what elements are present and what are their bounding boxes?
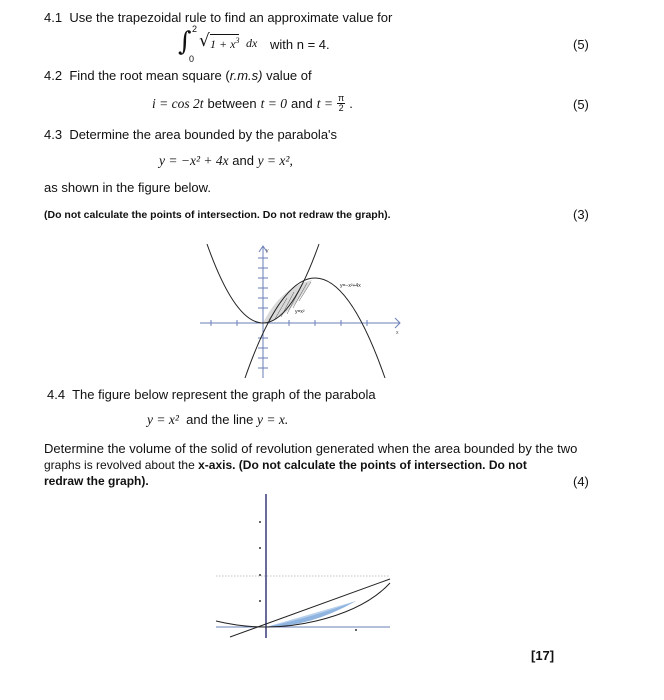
total-marks: [17] — [531, 648, 555, 663]
q42-heading: 4.2 Find the root mean square (r.m.s) value of — [44, 68, 312, 83]
q44-graph — [210, 490, 400, 640]
graph1-axis-x-label: x — [396, 330, 399, 336]
graph1-label-2: y=x² — [295, 309, 305, 315]
graph2-shaded-region — [266, 601, 356, 627]
q41-label: 4.1 — [44, 10, 63, 25]
graph1-ticks — [211, 258, 367, 368]
q43-note: (Do not calculate the points of intersection. Do not redraw the graph). — [44, 209, 391, 221]
q43-shown: as shown in the figure below. — [44, 180, 211, 195]
graph1-axis-y-label: y — [266, 248, 269, 254]
q43-equations: y = −x² + 4x and y = x², — [159, 153, 293, 168]
q44-desc-2: graphs is revolved about the x-axis. (Do not calculate the points of intersection. Do not — [44, 458, 527, 472]
q41-marks: (5) — [573, 37, 589, 52]
q41-with-text: with n = 4. — [270, 37, 330, 52]
q42-function-line: i = cos 2t between t = 0 and t = $\frac{\pi}{2}$ . — [152, 93, 353, 113]
q42-func: i = cos 2t — [152, 95, 204, 111]
graph1-label-1: y=−x²+4x — [340, 283, 361, 289]
integral-sign-icon: ∫ — [178, 27, 192, 57]
q44-desc-3: redraw the graph). — [44, 474, 149, 488]
q41-text: Use the trapezoidal rule to find an approximate value for — [69, 10, 393, 25]
q43-label: 4.3 — [44, 127, 63, 142]
integral-lower-limit: 0 — [189, 54, 195, 64]
integral-dx: dx — [246, 36, 258, 50]
graph1-shaded-region — [263, 280, 312, 323]
graph1-parabola-neg — [245, 278, 385, 378]
q42-between: between — [207, 96, 257, 111]
q44-marks: (4) — [573, 474, 589, 489]
q44-desc-1: Determine the volume of the solid of revolution generated when the area bounded by the two — [44, 441, 578, 456]
q44-equations: y = x² and the line y = x. — [147, 412, 289, 427]
q44-label: 4.4 — [47, 387, 66, 402]
sqrt-icon: √ — [199, 31, 210, 51]
integral-upper-limit: 2 — [192, 24, 198, 34]
q41-heading — [44, 10, 392, 25]
graph2-line — [230, 579, 390, 637]
q42-fraction: $\frac{\pi}{2}$ — [337, 93, 345, 113]
q44-heading: 4.4 The figure below represent the graph of the parabola — [47, 387, 376, 402]
sqrt-body: $1 + x^3$ — [210, 36, 240, 51]
q43-graph — [195, 242, 405, 382]
q43-marks: (3) — [573, 207, 589, 222]
q42-label: 4.2 — [44, 68, 63, 83]
q43-heading: 4.3 Determine the area bounded by the parabola's — [44, 127, 338, 142]
q42-marks: (5) — [573, 97, 589, 112]
q41-integral — [178, 26, 268, 68]
